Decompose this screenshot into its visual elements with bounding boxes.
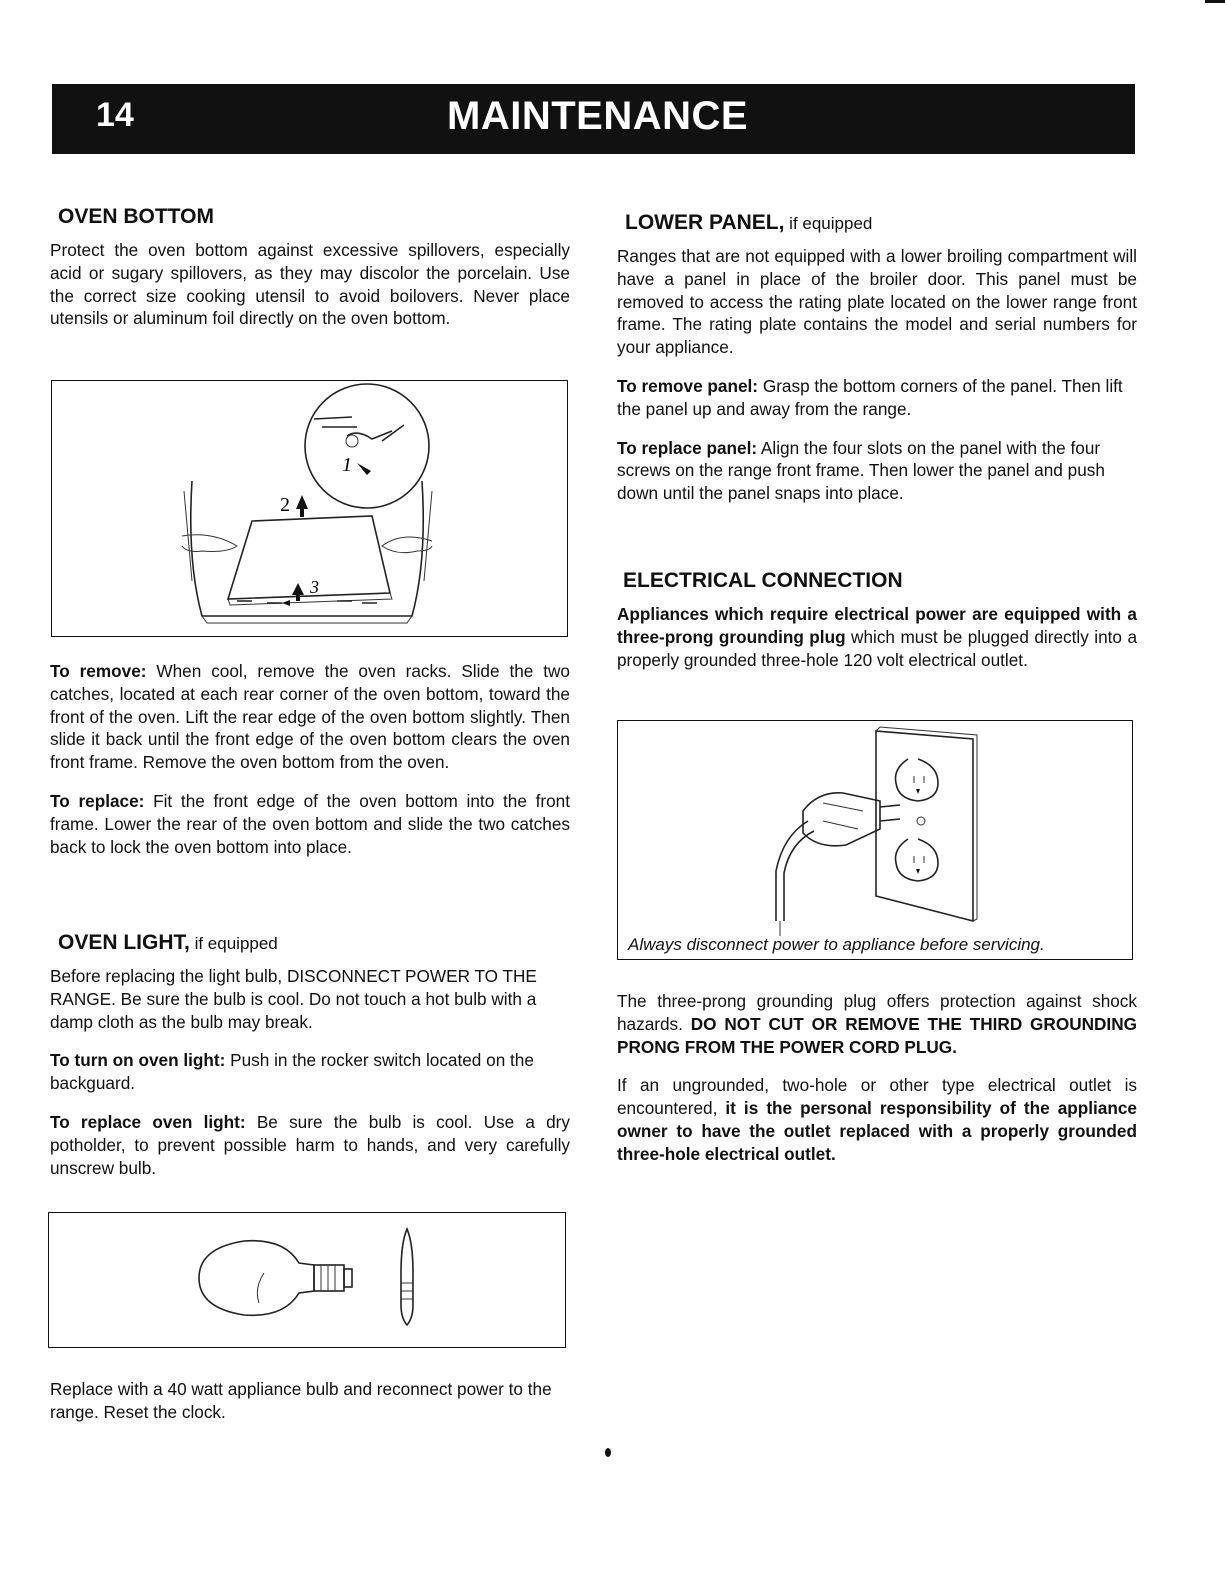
oven-bottom-instructions	[50, 660, 570, 858]
outlet-illustration	[618, 721, 1132, 959]
oven-light-heading-main: OVEN LIGHT,	[58, 931, 190, 954]
page-title: MAINTENANCE	[447, 94, 749, 138]
remove-panel-label: To remove panel:	[617, 375, 759, 396]
grounding-plug-text: The three-prong grounding plug offers protection against shock hazards.	[617, 991, 1137, 1034]
replace-text: Fit the front edge of the oven bottom into the front frame. Lower the rear of the oven bottom and slide the two catches back to lock the oven bottom into place.	[50, 790, 570, 857]
electrical-intro-bold: Appliances which require electrical power are equipped with a three-prong grounding plug	[617, 604, 1137, 647]
page-header	[52, 84, 1135, 154]
replace-panel-para	[617, 437, 1137, 505]
grounding-plug-para	[617, 990, 1137, 1058]
ungrounded-outlet-para	[617, 1074, 1137, 1165]
outlet-figure-caption: Always disconnect power to appliance before servicing.	[628, 935, 1045, 954]
electrical-details	[617, 990, 1137, 1166]
page-corner-mark	[1205, 0, 1225, 3]
electrical-section	[617, 568, 1137, 671]
page-bullet-mark	[605, 1448, 611, 1457]
turn-on-text: Push in the rocker switch located on the backguard.	[50, 1050, 534, 1094]
electrical-intro	[617, 603, 1137, 671]
oven-bottom-figure	[51, 380, 568, 637]
remove-text: When cool, remove the oven racks. Slide the two catches, located at each rear corner of the oven bottom, toward the front of the oven. Lift the rear edge of the oven bottom slightly. Then slide it back until the front edge of the oven bottom clears the oven front frame. Remove the oven bottom from the oven.	[50, 661, 570, 773]
replace-light-text: Be sure the bulb is cool. Use a dry potholder, to prevent possible harm to hands, and very carefully unscrew bulb.	[50, 1111, 571, 1178]
turn-on-label: To turn on oven light:	[50, 1050, 226, 1071]
turn-on-light-para	[50, 1049, 570, 1095]
lower-panel-heading	[625, 210, 1137, 237]
oven-light-heading	[58, 930, 570, 957]
replace-bulb-final-text: Replace with a 40 watt appliance bulb and reconnect power to the range. Reset the clock.	[50, 1379, 552, 1422]
grounding-plug-warning: DO NOT CUT OR REMOVE THE THIRD GROUNDING PRONG FROM THE POWER CORD PLUG.	[617, 1013, 1137, 1057]
oven-light-final	[50, 1378, 570, 1424]
page-number: 14	[96, 96, 134, 134]
replace-light-label: To replace oven light:	[50, 1111, 246, 1132]
oven-light-intro: Before replacing the light bulb, DISCONNECT POWER TO THE RANGE. Be sure the bulb is cool. Do not touch a hot bulb with a damp cloth as the bulb may break.	[50, 966, 537, 1032]
oven-light-heading-suffix: if equipped	[189, 934, 278, 953]
outlet-figure	[617, 720, 1133, 960]
bulb-illustration	[49, 1213, 565, 1347]
replace-panel-text: Align the four slots on the panel with the four screws on the range front frame. Then lower the panel and push down until the panel snaps into place.	[617, 437, 1105, 504]
bulb-figure	[48, 1212, 566, 1348]
lower-panel-heading-main: LOWER PANEL,	[625, 211, 785, 234]
replace-light-para	[50, 1111, 570, 1179]
remove-panel-text: Grasp the bottom corners of the panel. Then lift the panel up and away from the range.	[617, 375, 1123, 419]
oven-bottom-illustration	[52, 381, 567, 636]
replace-panel-label: To replace panel:	[617, 437, 758, 458]
electrical-intro-rest: which must be plugged directly into a properly grounded three-hole 120 volt electrical outlet.	[617, 626, 1137, 670]
oven-bottom-replace-para	[50, 790, 570, 858]
ungrounded-outlet-warning: it is the personal responsibility of the appliance owner to have the outlet replaced with a properly grounded three-hole electrical outlet.	[617, 1098, 1137, 1164]
oven-bottom-section	[50, 204, 570, 330]
lower-panel-heading-suffix: if equipped	[784, 214, 873, 233]
electrical-heading: ELECTRICAL CONNECTION	[623, 569, 903, 592]
replace-label: To replace:	[50, 790, 145, 811]
lower-panel-intro: Ranges that are not equipped with a lower broiling compartment will have a panel in place of the broiler door. This panel must be removed to access the rating plate located on the lower range front frame. The rating plate contains the model and serial numbers for your appliance.	[617, 246, 1137, 358]
oven-bottom-intro: Protect the oven bottom against excessive spillovers, especially acid or sugary spillovers, as they may discolor the porcelain. Use the correct size cooking utensil to avoid boilovers. Never place utensils or aluminum foil directly on the oven bottom.	[50, 240, 570, 329]
oven-bottom-remove-para	[50, 660, 570, 774]
remove-label: To remove:	[50, 661, 147, 681]
step-label-1: 1	[342, 454, 352, 476]
lower-panel-section	[617, 210, 1137, 505]
remove-panel-para	[617, 375, 1137, 421]
step-label-2: 2	[280, 494, 290, 516]
oven-bottom-heading: OVEN BOTTOM	[58, 205, 214, 228]
oven-light-section	[50, 930, 570, 1179]
ungrounded-outlet-text: If an ungrounded, two-hole or other type electrical outlet is encountered,	[617, 1075, 1137, 1119]
step-label-3: 3	[310, 577, 319, 597]
